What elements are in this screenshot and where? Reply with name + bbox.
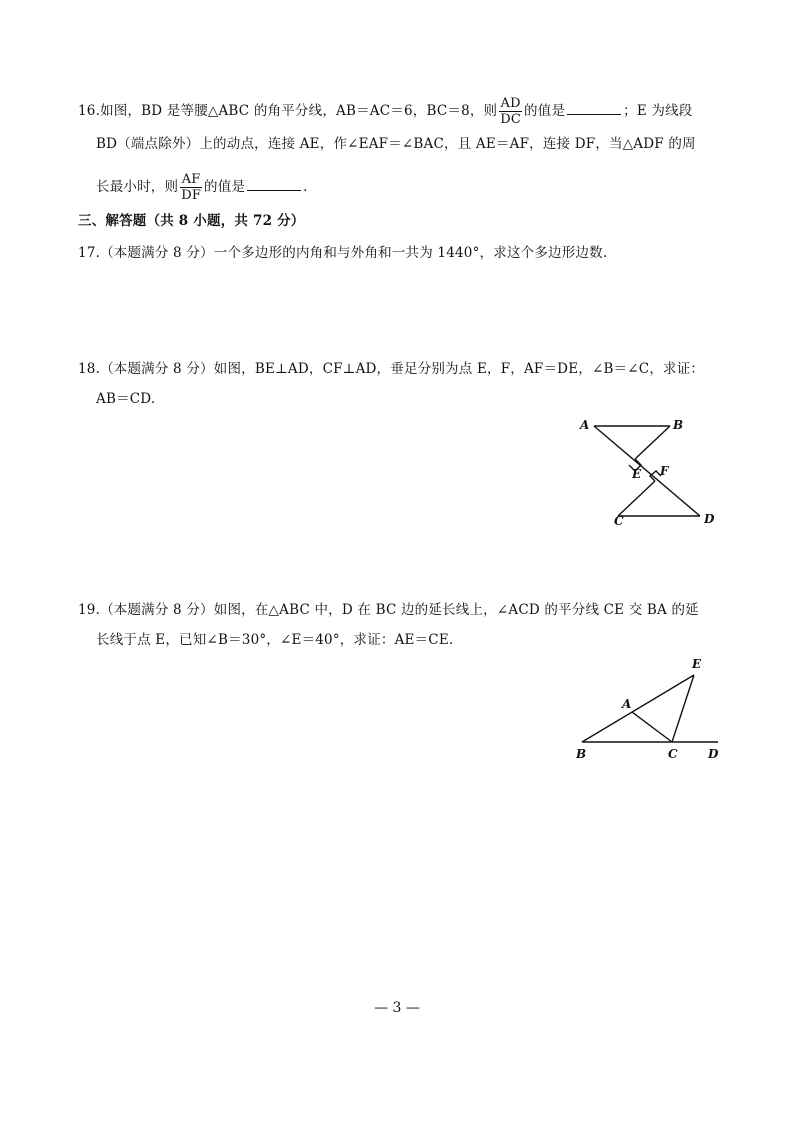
q18-label-b: B (673, 418, 684, 432)
q18-label-a: A (580, 418, 590, 432)
section-heading: 三、解答题（共 8 小题，共 72 分） (78, 213, 305, 229)
q18-label-e: E (632, 467, 642, 481)
frac-denominator: DF (181, 188, 202, 203)
q19-line2: 长线于点 E，已知∠B＝30°，∠E＝40°，求证：AE＝CE. (96, 632, 454, 648)
q18-label-c: C (614, 514, 624, 528)
q16-line1-text-a: 16.如图，BD 是等腰△ABC 的角平分线，AB＝AC＝6，BC＝8，则 (78, 103, 498, 119)
q16-line2: BD（端点除外）上的动点，连接 AE，作∠EAF＝∠BAC，且 AE＝AF，连接 DF，当△ADF 的周 (96, 136, 696, 152)
q19-label-a: A (622, 697, 632, 711)
q16-line3-text-a: 长最小时，则 (96, 179, 179, 195)
q18-label-d: D (704, 512, 715, 526)
q18-label-f: F (660, 464, 669, 478)
frac-numerator: AF (181, 172, 201, 187)
page-number: — 3 — (374, 1000, 420, 1016)
frac-numerator: AD (500, 96, 521, 111)
q16-fraction-af-df (180, 172, 202, 203)
q18-line1: 18.（本题满分 8 分）如图，BE⊥AD，CF⊥AD，垂足分别为点 E，F，AF＝DE，∠B＝∠C，求证： (78, 361, 705, 377)
q19-label-d: D (708, 747, 719, 761)
q18-figure (570, 410, 730, 535)
q16-line3-text-b: 的值是 (204, 179, 246, 195)
q18-line2: AB＝CD. (96, 391, 156, 407)
answer-blank-1 (567, 100, 621, 115)
q16-line1-text-c: ；E 为线段 (623, 103, 693, 119)
q16-line1 (78, 96, 693, 127)
q19-label-e: E (692, 657, 702, 671)
frac-denominator: DC (500, 112, 522, 127)
q16-line3-text-c: . (303, 179, 308, 195)
q16-fraction-ad-dc (499, 96, 522, 127)
answer-blank-2 (247, 176, 301, 191)
q16-line3 (96, 172, 308, 203)
q19-figure (570, 652, 730, 764)
q16-line1-text-b: 的值是 (524, 103, 566, 119)
q19-line1: 19.（本题满分 8 分）如图，在△ABC 中，D 在 BC 边的延长线上，∠ACD 的平分线 CE 交 BA 的延 (78, 602, 699, 618)
q19-label-b: B (576, 747, 587, 761)
q19-label-c: C (668, 747, 678, 761)
q17-text: 17.（本题满分 8 分）一个多边形的内角和与外角和一共为 1440°，求这个多边形边数. (78, 245, 608, 261)
